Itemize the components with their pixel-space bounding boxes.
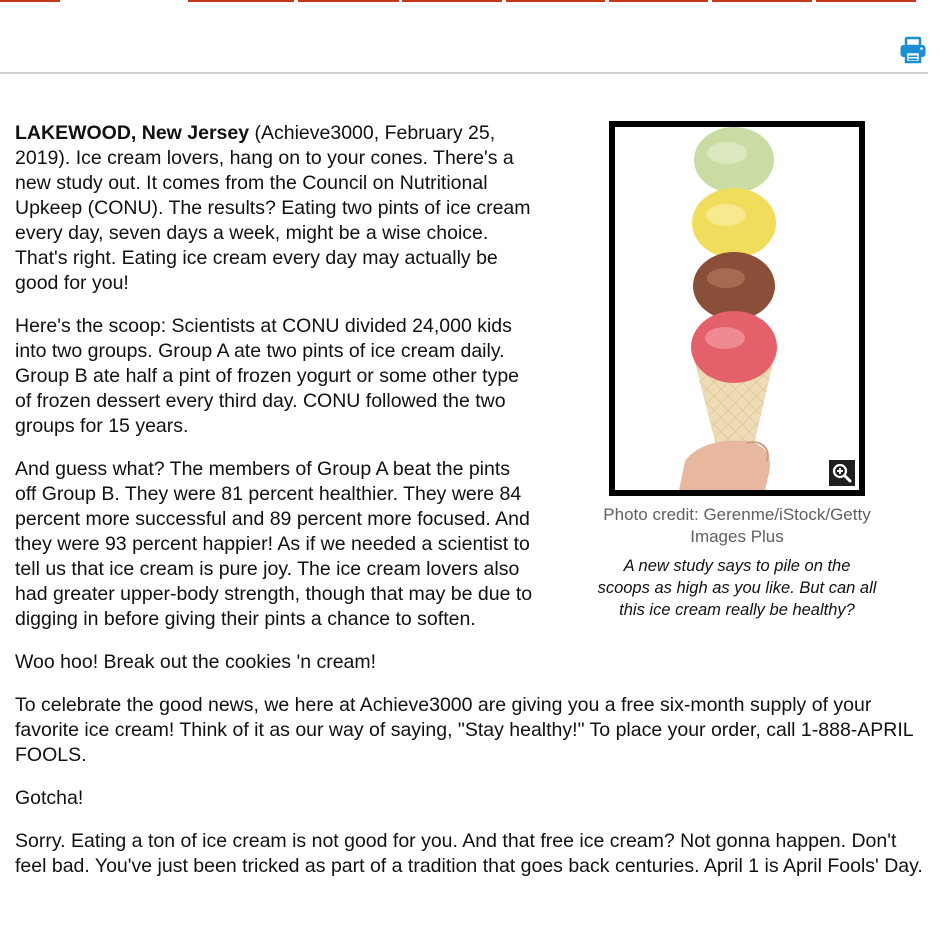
ice-cream-cone-photo[interactable] bbox=[609, 121, 865, 496]
article-paragraph-5: To celebrate the good news, we here at Achieve3000 are giving you a free six-month supply of your favorite ice cream! Think of it as our way of saying, "Stay healthy!" To place your order, call 1-888-APRIL FOOLS. bbox=[15, 694, 913, 766]
article-paragraph-1 bbox=[15, 121, 535, 296]
photo-credit: Photo credit: Gerenme/iStock/Getty Images Plus bbox=[603, 505, 871, 546]
ice-cream-illustration bbox=[615, 127, 859, 490]
article-paragraph-2: Here's the scoop: Scientists at CONU divided 24,000 kids into two groups. Group A ate two pints of ice cream daily. Group B ate half a pint of frozen yogurt or some other type of frozen dessert every third day. CONU followed the two groups for 15 years. bbox=[15, 315, 520, 437]
printer-icon[interactable] bbox=[899, 36, 927, 64]
article-paragraph-4: Woo hoo! Break out the cookies 'n cream! bbox=[15, 651, 377, 673]
article-paragraph-7: Sorry. Eating a ton of ice cream is not good for you. And that free ice cream? Not gonna happen. Don't feel bad. You've just been tricked as part of a tradition that goes back centuries. April 1 is April Fools' Day. bbox=[15, 830, 923, 877]
article-paragraph-6: Gotcha! bbox=[15, 787, 84, 809]
article-text-column bbox=[15, 121, 535, 632]
article-paragraph-3: And guess what? The members of Group A beat the pints off Group B. They were 81 percent healthier. They were 84 percent more successful and 89 percent more focused. And they were 93 percent happier! As if we needed a scientist to tell us that ice cream is pure joy. The ice cream lovers also had greater upper-body strength, though that may be due to digging in before giving their pints a chance to soften. bbox=[15, 458, 533, 630]
zoom-in-icon[interactable] bbox=[829, 460, 855, 486]
article-body bbox=[15, 121, 927, 897]
article-figure bbox=[592, 121, 882, 621]
photo-caption: A new study says to pile on the scoops as high as you like. But can all this ice cream really be healthy? bbox=[597, 557, 877, 619]
article-toolbar bbox=[0, 0, 928, 74]
dateline: LAKEWOOD, New Jersey bbox=[15, 122, 250, 144]
paragraph-1-text: (Achieve3000, February 25, 2019). Ice cream lovers, hang on to your cones. There's a new study out. It comes from the Council on Nutritional Upkeep (CONU). The results? Eating two pints of ice cream every day, seven days a week, might be a wise choice. That's right. Eating ice cream every day may actually be good for you! bbox=[15, 122, 531, 294]
